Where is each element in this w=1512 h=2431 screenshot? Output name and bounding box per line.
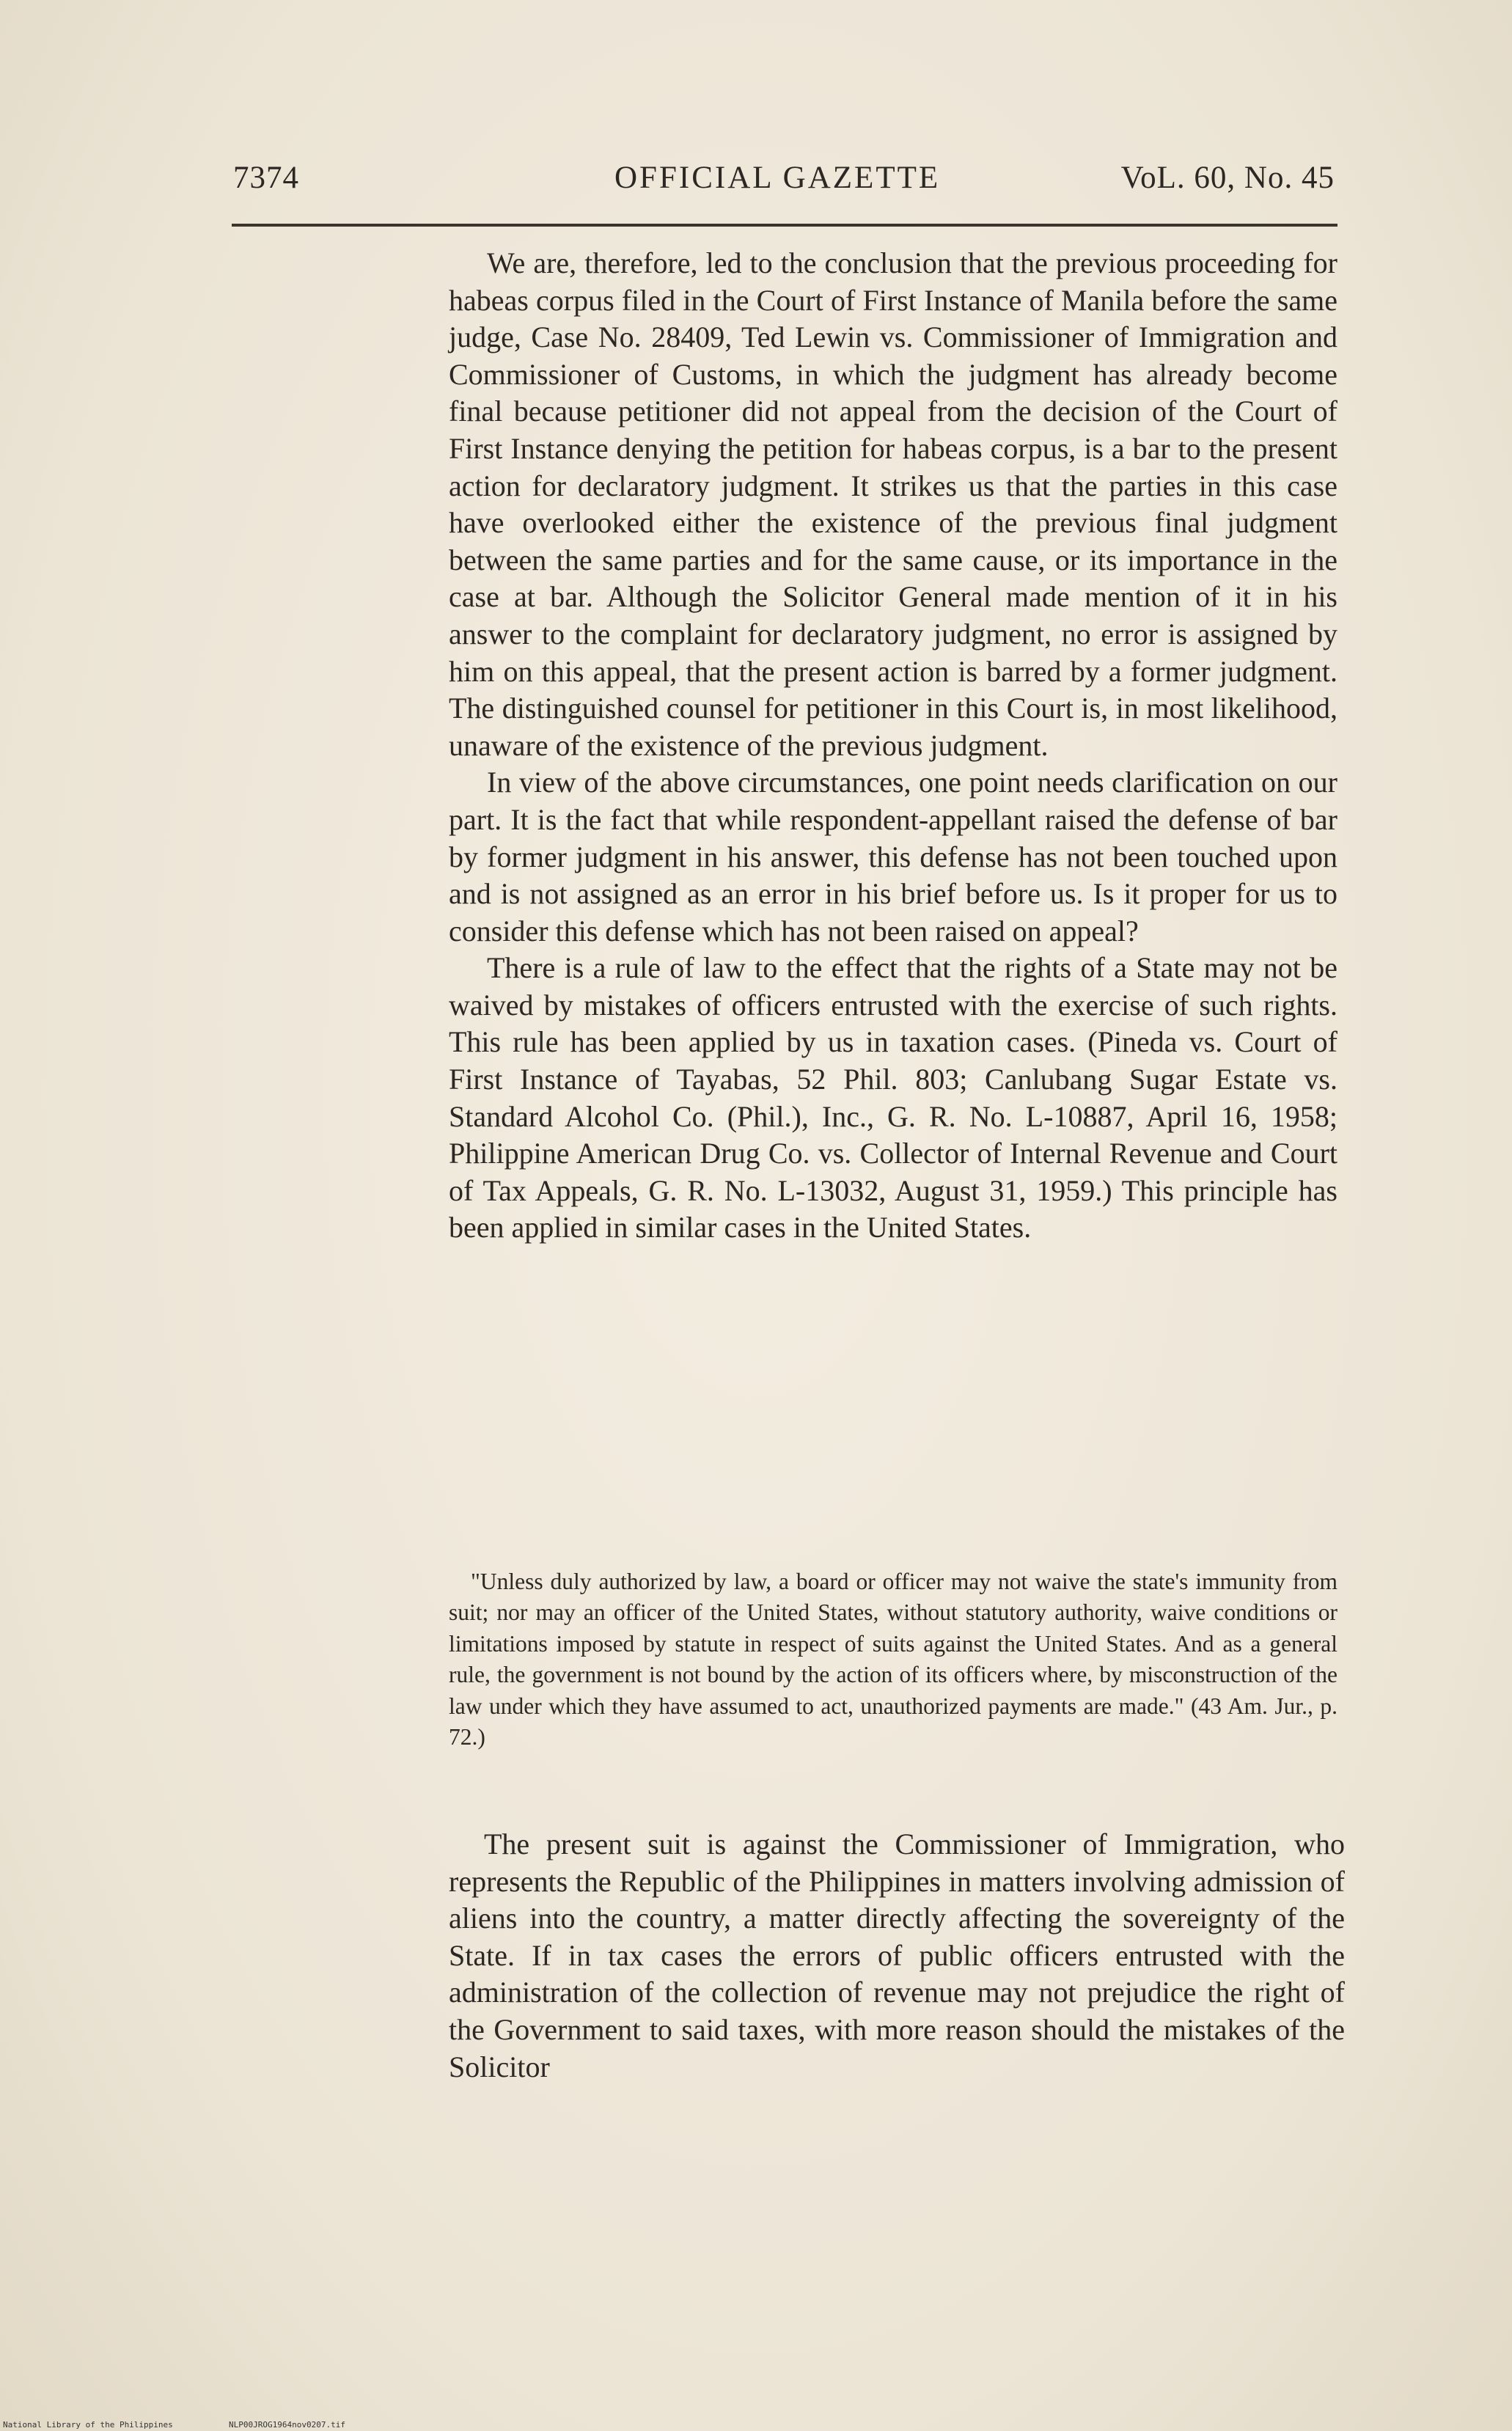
scan-credit: National Library of the Philippines [3, 2420, 173, 2430]
page-number: 7374 [233, 161, 299, 195]
paragraph-1: We are, therefore, led to the conclusion that the previous proceeding for habeas corpus filed in the Court of First Instance of Manila before the same judge, Case No. 28409, Ted Lewin vs. Commissioner of Immigration and Commissioner of Customs, in which the judgment has already become final because petitioner did not appeal from the decision of the Court of First Instance denying the petition for habeas corpus, is a bar to the present action for declaratory judgment. It strikes us that the parties in this case have overlooked either the existence of the previous final judgment between the same parties and for the same cause, or its importance in the case at bar. Although the Solicitor General made mention of it in his answer to the complaint for declaratory judgment, no error is assigned by him on this appeal, that the present action is barred by a former judgment. The distinguished counsel for petitioner in this Court is, in most likelihood, unaware of the existence of the previous judgment. [449, 246, 1337, 762]
volume-issue: VoL. 60, No. 45 [1120, 161, 1335, 195]
body-text-continued [449, 1826, 1345, 2086]
scan-filename: NLP00JROG1964nov0207.tif [229, 2420, 345, 2430]
paragraph-3: There is a rule of law to the effect that the rights of a State may not be waived by mistakes of officers entrusted with the exercise of such rights. This rule has been applied by us in taxation cases. (Pineda vs. Court of First Instance of Tayabas, 52 Phil. 803; Canlubang Sugar Estate vs. Standard Alcohol Co. (Phil.), Inc., G. R. No. L-10887, April 16, 1958; Philippine American Drug Co. vs. Collector of Internal Revenue and Court of Tax Appeals, G. R. No. L-13032, August 31, 1959.) This principle has been applied in similar cases in the United States. [449, 951, 1337, 1244]
quote-text: "Unless duly authorized by law, a board or officer may not waive the state's immunity from suit; nor may an officer of the United States, without statutory authority, waive conditions or limitations imposed by statute in respect of suits against the United States. And as a general rule, the government is not bound by the action of its officers where, by misconstruction of the law under which they have assumed to act, unauthorized payments are made." (43 Am. Jur., p. 72.) [449, 1569, 1337, 1750]
body-text [449, 245, 1337, 1247]
running-header [233, 160, 1335, 211]
block-quote [449, 1566, 1337, 1753]
publication-title: OFFICIAL GAZETTE [614, 161, 941, 195]
paragraph-2: In view of the above circumstances, one point needs clarification on our part. It is the fact that while respondent-appellant raised the defense of bar by former judgment in his answer, this defense has not been touched upon and is not assigned as an error in his brief before us. Is it proper for us to consider this defense which has not been raised on appeal? [449, 766, 1337, 947]
header-rule [232, 224, 1337, 227]
paragraph-4: The present suit is against the Commissioner of Immigration, who represents the Republic of the Philippines in matters involving admission of aliens into the country, a matter directly affecting the sovereignty of the State. If in tax cases the errors of public officers entrusted with the administration of the collection of revenue may not prejudice the right of the Government to said taxes, with more reason should the mistakes of the Solicitor [449, 1827, 1345, 2083]
